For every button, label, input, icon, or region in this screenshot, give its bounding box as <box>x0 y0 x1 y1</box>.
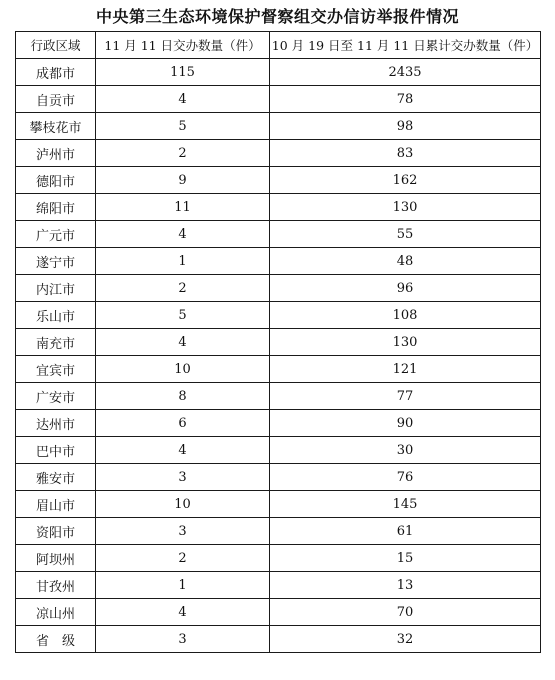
daily-count-cell: 4 <box>96 437 270 464</box>
table-body <box>16 59 541 653</box>
table-row <box>16 599 541 626</box>
table-row <box>16 626 541 653</box>
table-row <box>16 113 541 140</box>
cumulative-count-cell: 78 <box>270 86 541 113</box>
header-daily-count: 11 月 11 日交办数量（件） <box>96 32 270 59</box>
table-row <box>16 275 541 302</box>
daily-count-cell: 3 <box>96 518 270 545</box>
table-row <box>16 167 541 194</box>
region-cell: 宜宾市 <box>16 356 96 383</box>
region-cell: 攀枝花市 <box>16 113 96 140</box>
region-cell: 南充市 <box>16 329 96 356</box>
table-row <box>16 410 541 437</box>
daily-count-cell: 2 <box>96 275 270 302</box>
table-row <box>16 356 541 383</box>
daily-count-cell: 9 <box>96 167 270 194</box>
daily-count-cell: 1 <box>96 248 270 275</box>
cumulative-count-cell: 13 <box>270 572 541 599</box>
table-row <box>16 302 541 329</box>
region-cell: 眉山市 <box>16 491 96 518</box>
region-cell: 资阳市 <box>16 518 96 545</box>
region-cell: 德阳市 <box>16 167 96 194</box>
table-row <box>16 248 541 275</box>
region-cell: 凉山州 <box>16 599 96 626</box>
cumulative-count-cell: 121 <box>270 356 541 383</box>
table-row <box>16 464 541 491</box>
region-cell: 广安市 <box>16 383 96 410</box>
cumulative-count-cell: 96 <box>270 275 541 302</box>
daily-count-cell: 6 <box>96 410 270 437</box>
daily-count-cell: 3 <box>96 464 270 491</box>
cumulative-count-cell: 145 <box>270 491 541 518</box>
daily-count-cell: 1 <box>96 572 270 599</box>
table-row <box>16 383 541 410</box>
region-cell: 阿坝州 <box>16 545 96 572</box>
table-row <box>16 491 541 518</box>
cumulative-count-cell: 162 <box>270 167 541 194</box>
table-header-row <box>16 32 541 59</box>
region-cell: 成都市 <box>16 59 96 86</box>
cumulative-count-cell: 98 <box>270 113 541 140</box>
table-row <box>16 59 541 86</box>
cumulative-count-cell: 108 <box>270 302 541 329</box>
region-cell: 省 级 <box>16 626 96 653</box>
cumulative-count-cell: 32 <box>270 626 541 653</box>
daily-count-cell: 10 <box>96 491 270 518</box>
header-region: 行政区域 <box>16 32 96 59</box>
table-row <box>16 518 541 545</box>
table-row <box>16 194 541 221</box>
table-row <box>16 140 541 167</box>
table-row <box>16 572 541 599</box>
daily-count-cell: 2 <box>96 140 270 167</box>
daily-count-cell: 2 <box>96 545 270 572</box>
complaint-report-table <box>15 31 541 653</box>
cumulative-count-cell: 15 <box>270 545 541 572</box>
table-row <box>16 86 541 113</box>
daily-count-cell: 115 <box>96 59 270 86</box>
document-title: 中央第三生态环境保护督察组交办信访举报件情况 <box>95 7 459 26</box>
daily-count-cell: 11 <box>96 194 270 221</box>
daily-count-cell: 4 <box>96 599 270 626</box>
daily-count-cell: 10 <box>96 356 270 383</box>
cumulative-count-cell: 55 <box>270 221 541 248</box>
daily-count-cell: 5 <box>96 302 270 329</box>
table-row <box>16 329 541 356</box>
region-cell: 自贡市 <box>16 86 96 113</box>
cumulative-count-cell: 61 <box>270 518 541 545</box>
region-cell: 达州市 <box>16 410 96 437</box>
region-cell: 广元市 <box>16 221 96 248</box>
daily-count-cell: 8 <box>96 383 270 410</box>
region-cell: 绵阳市 <box>16 194 96 221</box>
region-cell: 泸州市 <box>16 140 96 167</box>
table-row <box>16 437 541 464</box>
daily-count-cell: 3 <box>96 626 270 653</box>
cumulative-count-cell: 2435 <box>270 59 541 86</box>
region-cell: 内江市 <box>16 275 96 302</box>
cumulative-count-cell: 77 <box>270 383 541 410</box>
cumulative-count-cell: 70 <box>270 599 541 626</box>
cumulative-count-cell: 76 <box>270 464 541 491</box>
cumulative-count-cell: 30 <box>270 437 541 464</box>
header-cumulative-count: 10 月 19 日至 11 月 11 日累计交办数量（件） <box>270 32 541 59</box>
region-cell: 甘孜州 <box>16 572 96 599</box>
daily-count-cell: 4 <box>96 221 270 248</box>
region-cell: 雅安市 <box>16 464 96 491</box>
daily-count-cell: 5 <box>96 113 270 140</box>
cumulative-count-cell: 130 <box>270 329 541 356</box>
table-row <box>16 221 541 248</box>
daily-count-cell: 4 <box>96 86 270 113</box>
table-row <box>16 545 541 572</box>
region-cell: 乐山市 <box>16 302 96 329</box>
cumulative-count-cell: 90 <box>270 410 541 437</box>
region-cell: 巴中市 <box>16 437 96 464</box>
cumulative-count-cell: 48 <box>270 248 541 275</box>
cumulative-count-cell: 130 <box>270 194 541 221</box>
region-cell: 遂宁市 <box>16 248 96 275</box>
cumulative-count-cell: 83 <box>270 140 541 167</box>
daily-count-cell: 4 <box>96 329 270 356</box>
